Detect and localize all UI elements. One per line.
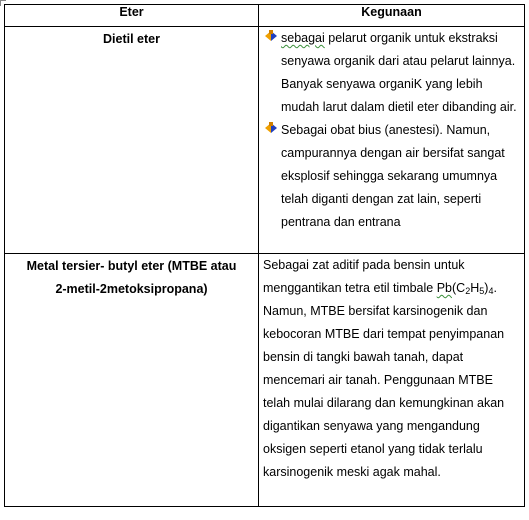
arrow-bullet-icon	[263, 119, 281, 142]
usage-bullet-item	[263, 27, 520, 119]
header-kegunaan: Kegunaan	[259, 5, 525, 27]
usage-cell	[259, 27, 525, 254]
ether-name: Metal tersier- butyl eter (MTBE atau 2-metil-2metoksipropana)	[26, 259, 237, 296]
usage-description: Sebagai zat aditif pada bensin untuk menggantikan tetra etil timbale $Pb(C_2H_5)_4$. Namun, MTBE bersifat karsinogenik dan kebocoran MTBE dari tempat penyimpanan bensin di tangki bawah tanah, dapat mencemari air tanah. Penggunaan MTBE telah mulai dilarang dan kemungkinan akan digantikan senyawa yang mengandung oksigen seperti etanol yang tidak terlalu karsinogenik meski agak mahal.	[263, 258, 505, 479]
table-row	[5, 254, 525, 507]
ether-usage-table	[4, 4, 525, 507]
spell-flagged-word: Pb	[436, 281, 453, 295]
ether-name-cell	[5, 27, 259, 254]
table-header-row	[5, 5, 525, 27]
usage-bullet-text: Sebagai obat bius (anestesi). Namun, campurannya dengan air bersifat sangat eksplosif sehingga sekarang umumnya telah diganti dengan zat lain, seperti pentrana dan entrana	[281, 123, 505, 229]
header-eter: Eter	[5, 5, 259, 27]
usage-bullet-item	[263, 119, 520, 234]
arrow-bullet-icon	[263, 27, 281, 50]
usage-cell	[259, 254, 525, 507]
ether-name: Dietil eter	[103, 32, 160, 46]
usage-bullet-text: sebagai pelarut organik untuk ekstraksi senyawa organik dari atau pelarut lainnya. Banyak senyawa organiK yang lebih mudah larut dalam dietil eter dibanding air.	[281, 31, 517, 114]
table-row	[5, 27, 525, 254]
spell-flagged-word: sebagai	[281, 31, 325, 45]
ether-name-cell	[5, 254, 259, 507]
